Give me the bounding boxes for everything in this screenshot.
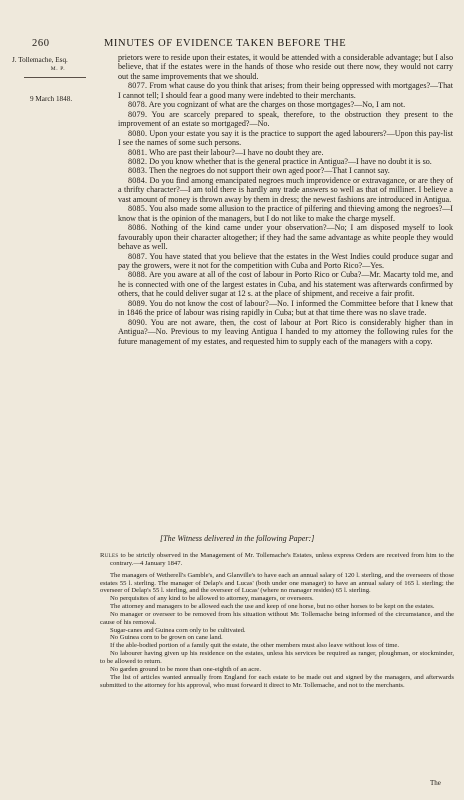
- rule-item: The attorney and managers to be allowed each the use and keep of one horse, but no other horses to be kept on the estates.: [110, 603, 435, 611]
- question-text: Do you know whether that is the general practice in Antigua?—I have no doubt it is so.: [149, 156, 432, 166]
- running-title: MINUTES OF EVIDENCE TAKEN BEFORE THE: [104, 38, 347, 49]
- question-text: Are you aware at all of the cost of labour in Porto Rico or Cuba?—Mr. Macarty told me, and he is connected with one of the largest estates in Cuba, and his statement was afterwards confirmed by others, that he could deliver sugar at 12 s. at the place of shipment, and receive a fair profit.: [118, 270, 454, 299]
- rule-item: The managers of Wetherell's Gamble's, and Glanville's to have each an annual salary of 120 l. sterling, and the overseers of those estates 55 l. sterling. The manager of Delap's and Lucas' (both under one manager) to have an annual salary of 165 l. sterling; the overseer of Delap's 55 l. sterling, and the overseer of Lucas' (where no manager resides) 65 l. sterling.: [100, 571, 454, 595]
- question-number: 8080.: [128, 128, 148, 138]
- question-number: 8081.: [128, 147, 148, 157]
- question-number: 8086.: [128, 223, 148, 233]
- rules-intro: [100, 552, 454, 568]
- evidence-paragraph: [118, 204, 453, 223]
- evidence-paragraph: [118, 129, 453, 148]
- rule-item: No garden ground to be more than one-eighth of an acre.: [110, 665, 262, 673]
- evidence-paragraph: [118, 252, 453, 271]
- question-number: 8077.: [128, 81, 148, 91]
- rule-item: If the able-bodied portion of a family quit the estate, the other members must also leave without loss of time.: [110, 642, 399, 650]
- question-number: 8079.: [128, 109, 148, 119]
- question-text: Who are past their labour?—I have no doubt they are.: [149, 147, 324, 157]
- question-text: You also made some allusion to the practice of pilfering and thieving among the negroes?—I know that is the opinion of the managers, but I do not like to make the charge myself.: [118, 204, 453, 223]
- question-text: Are you cognizant of what are the charges on those mortgages?—No, I am not.: [148, 100, 406, 110]
- evidence-paragraph: [118, 270, 453, 298]
- evidence-paragraph: [118, 100, 453, 109]
- rules-section: [100, 552, 454, 689]
- question-number: 8084.: [128, 175, 148, 185]
- evidence-paragraph: [118, 166, 453, 175]
- rule-item: Sugar-canes and Guinea corn only to be cultivated.: [110, 626, 246, 634]
- question-text: You have stated that you believe that the estates in the West Indies could produce sugar and pay the growers, were it not for the competition with Cuba and Porto Rico?—Yes.: [118, 251, 453, 270]
- rule-item: No perquisites of any kind to be allowed to attorney, managers, or overseers.: [110, 595, 314, 603]
- question-text: Then the negroes do not support their own aged poor?—That I cannot say.: [149, 166, 390, 176]
- question-number: 8088.: [128, 270, 148, 280]
- rule-item: The list of articles wanted annually from England for each estate to be made out and signed by the managers, and afterwards submitted to the attorney for his approval, who must forward it direct to Mr. Tollemache, and not to the merchants.: [100, 673, 454, 689]
- margin-witness: [12, 56, 104, 78]
- margin-rule: [24, 77, 86, 78]
- witness-suffix: M. P.: [50, 66, 66, 72]
- page-header: [10, 38, 454, 52]
- witness-name: J. Tollemache, Esq.: [12, 56, 68, 64]
- evidence-paragraph: [118, 299, 453, 318]
- rules-lead-word: Rules: [100, 552, 119, 559]
- rules-intro-text: to be strictly observed in the Management of Mr. Tollemache's Estates, unless express Orders are received from him to the contrary.—4 January 1847.: [110, 552, 454, 567]
- witness-paper-heading: [The Witness delivered in the following Paper:]: [160, 534, 315, 543]
- question-number: 8087.: [128, 251, 148, 261]
- margin-date: 9 March 1848.: [30, 95, 73, 103]
- question-text: You are not aware, then, the cost of labour at Port Rico is considerably higher than in Antigua?—No. Previous to my leaving Antigua I handed to my attorney the following rules for the future management of my estates, and requested him to supply each of the managers with a copy.: [118, 317, 453, 346]
- evidence-paragraph: [118, 148, 453, 157]
- continuation-paragraph: prietors were to reside upon their estates, it would be attended with a considerable advantage; but I also believe, that if the estates were in the hands of those who reside out there now, they would not carry out the same improvements that we should.: [118, 53, 453, 81]
- question-number: 8078.: [128, 100, 148, 110]
- question-text: You do not know the cost of labour?—No. I informed the Committee before that I knew that in 1846 the price of labour was rising rapidly in Cuba; but at that time there was no slave trade.: [118, 298, 453, 318]
- evidence-paragraph: [118, 318, 453, 346]
- page-number: 260: [32, 38, 50, 49]
- evidence-paragraph: [118, 110, 453, 129]
- question-text: You are scarcely prepared to speak, therefore, to the obstruction they present to the improvement of an estate so mortgaged?—No.: [118, 109, 453, 129]
- question-text: Upon your estate you say it is the practice to support the aged labourers?—Upon this pay-list I see the names of some such persons.: [118, 128, 453, 148]
- question-number: 8085.: [128, 204, 148, 214]
- question-text: Do you find among emancipated negroes much improvidence or extravagance, or are they of a thrifty character?—I am told there is hardly any trade answers so well as that of milliner. I believe a vast amount of money is thrown away by them in dress; the newest fashions are introduced in Antigua.: [118, 175, 453, 204]
- question-number: 8083.: [128, 166, 148, 176]
- rule-item: No Guinea corn to be grown on cane land.: [110, 634, 223, 642]
- evidence-paragraph: [118, 176, 453, 204]
- question-text: Nothing of the kind came under your observation?—No; I am disposed myself to look favourably upon their character altogether; if they had the same advantage as white people they would behave as well.: [118, 223, 453, 252]
- question-number: 8082.: [128, 156, 148, 166]
- evidence-paragraph: [118, 81, 453, 100]
- question-number: 8090.: [128, 317, 148, 327]
- evidence-body: [118, 53, 453, 346]
- rule-item: No labourer having given up his residence on the estates, unless his services be required as ranger, ploughman, or stockminder, to be allowed to return.: [100, 650, 454, 665]
- evidence-paragraph: [118, 223, 453, 251]
- question-text: From what cause do you think that arises; from their being oppressed with mortgages?—That I cannot tell; I should fear a good many were indebted to their merchants.: [118, 81, 453, 100]
- catchword: The: [430, 779, 441, 787]
- rule-item: No manager or overseer to be removed from his situation without Mr. Tollemache being informed of the circumstance, and the cause of his removal.: [100, 610, 454, 626]
- question-number: 8089.: [128, 298, 148, 308]
- evidence-paragraph: [118, 157, 453, 166]
